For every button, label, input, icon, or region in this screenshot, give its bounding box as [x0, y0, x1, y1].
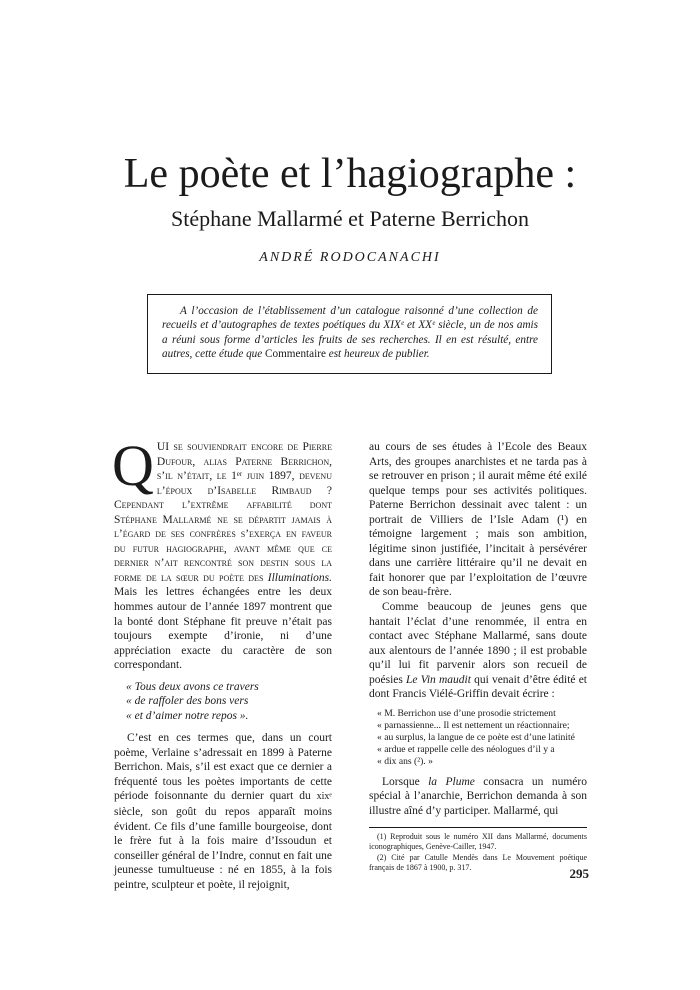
- paragraph-5-end: consacra un numéro spécial à l’anarchie, Berrichon demanda à son illustre aîné d’y participer. Mallarmé, qui: [369, 775, 587, 817]
- left-column: [112, 433, 332, 892]
- intro-journal-name: Commentaire: [265, 347, 326, 360]
- footnote-1: (1) Reproduit sous le numéro XII dans Mallarmé, documents iconographiques, Genève-Cailler, 1947.: [369, 832, 587, 851]
- paragraph-2-end: siècle, son goût du repos apparaît moins évident. Ce fils d’une famille bourgeoise, dont le frère fut à la fois maire d’Issoudun et conseiller général de l’Indre, connut en fait une jeunesse tumultueuse : né en 1855, à la fois peintre, sculpteur et poète, il rejoignit,: [114, 805, 332, 891]
- right-column: [369, 440, 587, 818]
- editorial-intro-text: [162, 304, 538, 361]
- vin-maudit-title: Le Vin maudit: [406, 673, 471, 686]
- verse-line: « de raffoler des bons vers: [126, 695, 249, 708]
- author-name: ANDRÉ RODOCANACHI: [259, 250, 441, 265]
- verlaine-verse: [114, 680, 332, 724]
- paragraph-1-lead: UI se souviendrait encore de Pierre Dufour, alias Paterne Berrichon, s’il n’était, le 1ᵉʳ juin 1897, devenu l’époux d’Isabelle Rimbaud ? Cependant l’extrême affabilité dont Stéphane Mallarmé ne se départit jamais à l’égard de ses confrères s’exerça en faveur du futur hagiographe, avant même que ce dernier n’ait rencontré son destin sous la forme de la sœur du poète des: [114, 441, 332, 584]
- paragraph-5: [369, 775, 587, 819]
- article-subtitle: Stéphane Mallarmé et Paterne Berrichon: [171, 206, 529, 231]
- paragraph-4: [369, 600, 587, 702]
- quote-line: « ardue et rappelle celle des néologues d’il y a: [377, 743, 555, 755]
- paragraph-1-end: Mais les lettres échangées entre les deux hommes autour de l’année 1897 montrent que la bonté dont Stéphane fit preuve n’était pas toujours exempte d’ironie, ni d’une appréciation exacte du caractère de son correspondant.: [114, 586, 332, 672]
- quote-line: « parnassienne... Il est nettement un réactionnaire;: [377, 719, 570, 731]
- intro-text-b: est heureux de publier.: [325, 347, 430, 360]
- paragraph-5-start: Lorsque: [382, 775, 429, 788]
- paragraph-3: au cours de ses études à l’Ecole des Beaux Arts, des groupes anarchistes et ne tarda pas à se retrouver en prison ; il aurait même été exilé quelque temps pour ses activités politiques. Paterne Berrichon dessinait avec talent : un portrait de Villiers de l’Isle Adam (¹) en témoigne largement ; mais son ambition, légitime sinon justifiée, l’incitait à persévérer dans une carrière littéraire qu’il ne devait en fait honorer que par l’exploitation de l’œuvre de son beau-frère.: [369, 441, 587, 599]
- verse-line: « et d’aimer notre repos ».: [126, 709, 249, 722]
- quote-line: « dix ans (²). »: [377, 755, 433, 767]
- quote-line: « au surplus, la langue de ce poète est d’une latinité: [377, 731, 575, 743]
- paragraph-4-end: qui venait d’être édité et dont Francis Viélé-Griffin devait écrire :: [369, 673, 587, 701]
- paragraph-2: [114, 731, 332, 892]
- paragraph-1: [112, 433, 332, 673]
- page-number: 295: [569, 866, 589, 881]
- editorial-intro-box: [147, 294, 552, 374]
- drop-cap: Q: [112, 433, 154, 498]
- century-numeral: xixᵉ: [316, 791, 332, 803]
- paragraph-4-start: Comme beaucoup de jeunes gens que hantait l’éclat d’une renommée, il entra en contact avec Stéphane Mallarmé, sans doute aux alentours de l’année 1890 ; il est probable qu’il lui fit parvenir alors son recueil de poésies: [369, 601, 587, 686]
- illuminations-title: Illuminations.: [267, 571, 332, 584]
- viele-griffin-quote: [369, 708, 587, 768]
- la-plume-title: la Plume: [428, 775, 475, 788]
- footnote-2: (2) Cité par Catulle Mendès dans Le Mouvement poétique français de 1867 à 1900, p. 317.: [369, 853, 587, 872]
- intro-text-a: A l’occasion de l’établissement d’un catalogue raisonné d’une collection de recueils et d’autographes de textes poétiques du XIXᵉ et XXᵉ siècle, un de nos amis a réuni sous forme d’articles les fruits de ses recherches. Il en est résulté, entre autres, cette étude que: [162, 305, 538, 360]
- article-title: Le poète et l’hagiographe :: [123, 151, 577, 197]
- paragraph-2-start: C’est en ces termes que, dans un court poème, Verlaine s’adressait en 1899 à Paterne Berrichon. Mais, s’il est exact que ce dernier a fréquenté tous les poètes importants de cette période foisonnante du dernier quart du: [114, 732, 332, 803]
- quote-line: « M. Berrichon use d’une prosodie strictement: [377, 707, 556, 719]
- verse-line: « Tous deux avons ce travers: [126, 680, 259, 693]
